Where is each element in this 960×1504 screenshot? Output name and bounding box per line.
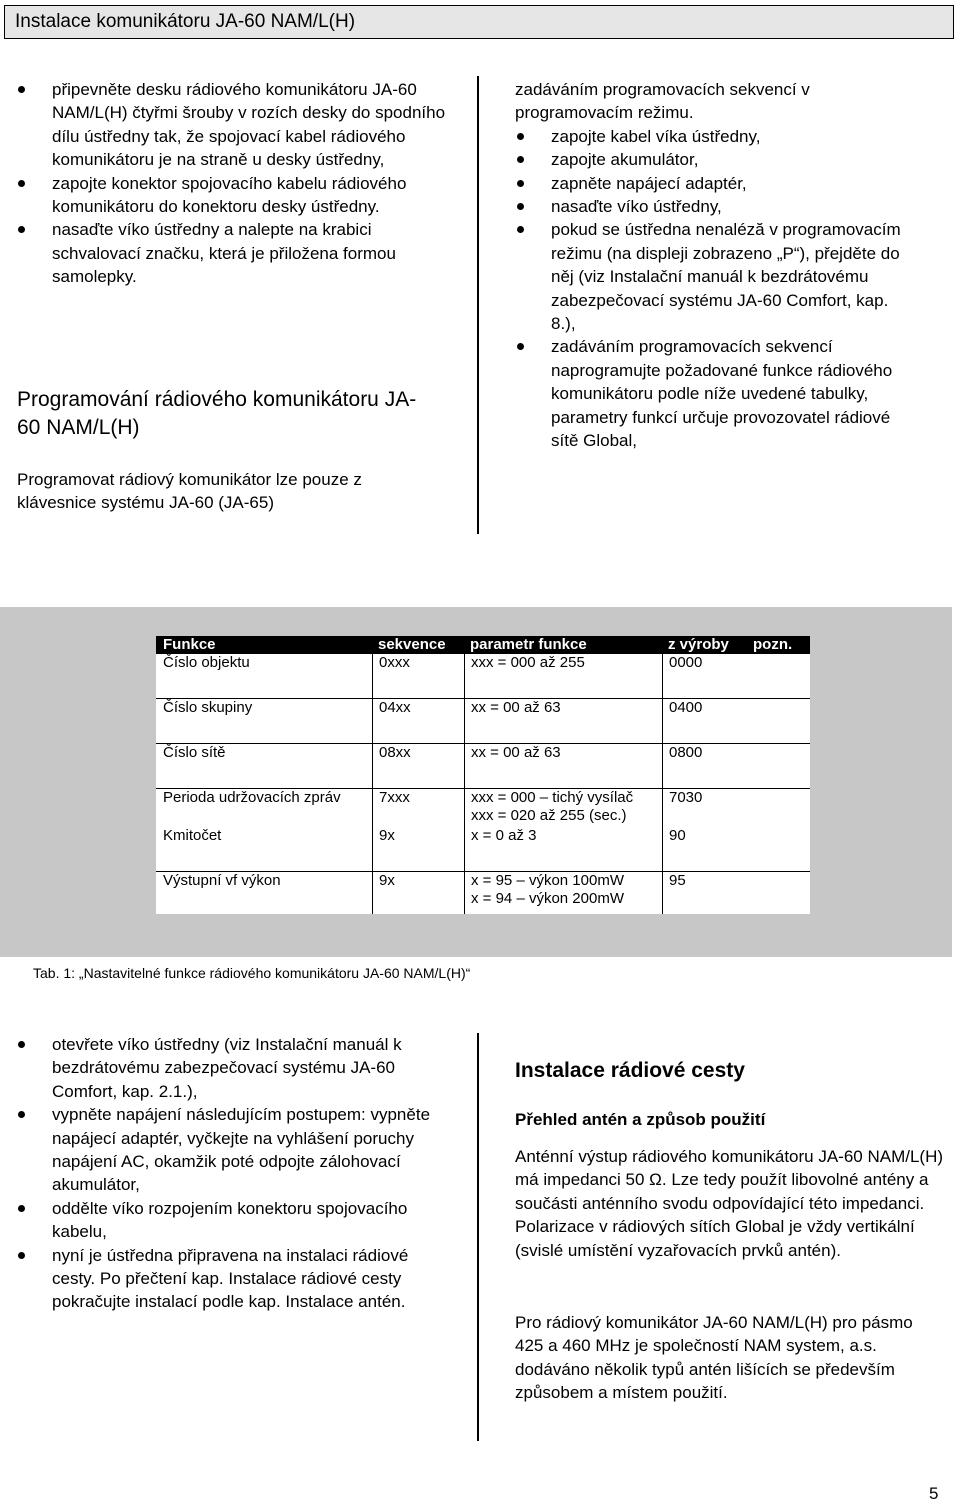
cell-funkce: Kmitočet <box>163 827 222 844</box>
bottom-left-column <box>52 1033 447 1314</box>
list-item: nasaďte víko ústředny a nalepte na krabici schvalovací značku, která je přiložena formou samolepky. <box>52 218 452 288</box>
cell-sekvence: 04xx <box>372 699 464 743</box>
cell-sekvence: 7xxx <box>372 789 464 827</box>
list-item: zapněte napájecí adaptér, <box>551 172 915 195</box>
cell-funkce: Číslo sítě <box>163 744 226 761</box>
list-item: připevněte desku rádiového komunikátoru JA-60 NAM/L(H) čtyřmi šrouby v rozích desky do spodního dílu ústředny tak, že spojovací kabel rádiového komunikátoru je na straně u desky ústředny, <box>52 78 452 172</box>
table-row <box>156 788 810 827</box>
programming-steps-list <box>551 125 915 453</box>
header-pozn: pozn. <box>753 636 793 653</box>
cell-z-vyroby: 0800 <box>662 744 748 788</box>
cell-parametr <box>464 699 662 743</box>
cell-sekvence: 0xxx <box>372 654 464 698</box>
column-divider <box>477 76 479 534</box>
table-row <box>156 698 810 743</box>
list-item: nyní je ústředna připravena na instalaci rádiové cesty. Po přečtení kap. Instalace rádiové cesty pokračujte instalací podle kap. Instalace antén. <box>52 1244 447 1314</box>
cell-funkce: Číslo skupiny <box>163 699 253 716</box>
antenna-paragraph: Anténní výstup rádiového komunikátoru JA-60 NAM/L(H) má impedanci 50 Ω. Lze tedy použít libovolné antény a součásti anténního svodu odpovídající této impedanci. Polarizace v rádiových sítích Global je vždy vertikální (svislé umístění vyzařovacích prvků antén). <box>515 1147 944 1260</box>
cell-funkce: Číslo objektu <box>163 654 250 671</box>
cell-parametr <box>464 789 662 827</box>
cell-sekvence: 08xx <box>372 744 464 788</box>
install-steps-list <box>52 78 452 289</box>
list-item: zapojte konektor spojovacího kabelu rádiového komunikátoru do konektoru desky ústředny. <box>52 172 452 219</box>
cell-z-vyroby: 0400 <box>662 699 748 743</box>
cell-parametr-line: xxx = 000 – tichý vysílač <box>471 789 634 806</box>
cell-parametr-line: xx = 00 až 63 <box>471 699 561 716</box>
power-steps-list <box>52 1033 447 1314</box>
cell-pozn <box>748 699 810 743</box>
programming-heading: Programování rádiového komunikátoru JA-60 NAM/L(H) <box>17 388 417 439</box>
cell-parametr-line: xxx = 020 až 255 (sec.) <box>471 807 627 824</box>
cell-funkce: Perioda udržovacích zpráv <box>163 789 341 806</box>
cell-pozn <box>748 872 810 914</box>
cell-pozn <box>748 654 810 698</box>
list-item: otevřete víko ústředny (viz Instalační manuál k bezdrátovému zabezpečovací systému JA-60 Comfort, kap. 2.1.), <box>52 1033 447 1103</box>
page-number: 5 <box>929 1484 939 1503</box>
header-parametr: parametr funkce <box>470 636 587 653</box>
cell-pozn <box>748 827 810 871</box>
table-row <box>156 654 810 698</box>
header-funkce: Funkce <box>163 636 216 653</box>
table-row <box>156 871 810 914</box>
table-caption: Tab. 1: „Nastavitelné funkce rádiového komunikátoru JA-60 NAM/L(H)“ <box>33 965 471 981</box>
list-item: oddělte víko rozpojením konektoru spojovacího kabelu, <box>52 1197 447 1244</box>
list-item: vypněte napájení následujícím postupem: vypněte napájecí adaptér, vyčkejte na vyhlášení poruchy napájení AC, okamžik poté odpojte zálohovací akumulátor, <box>52 1103 447 1197</box>
cell-z-vyroby: 0000 <box>662 654 748 698</box>
page-header <box>4 5 954 39</box>
table-row <box>156 743 810 788</box>
column-divider <box>477 1033 479 1441</box>
programming-intro: Programovat rádiový komunikátor lze pouze z klávesnice systému JA-60 (JA-65) <box>17 470 362 513</box>
cell-parametr-line: x = 0 až 3 <box>471 827 537 844</box>
cell-parametr <box>464 872 662 914</box>
cell-sekvence: 9x <box>372 827 464 871</box>
top-left-column <box>52 78 452 289</box>
cell-sekvence: 9x <box>372 872 464 914</box>
list-item: pokud se ústředna nenaléză v programovacím režimu (na displeji zobrazeno „P“), přejděte do něj (viz Instalační manuál k bezdrátovému zabezpečovací systému JA-60 Comfort, kap. 8.), <box>551 218 915 335</box>
cell-funkce: Výstupní vf výkon <box>163 872 281 889</box>
top-right-column <box>515 78 915 453</box>
cell-parametr <box>464 827 662 871</box>
header-title: Instalace komunikátoru JA-60 NAM/L(H) <box>15 11 356 32</box>
list-item: zadáváním programovacích sekvencí naprogramujte požadované funkce rádiového komunikátoru podle níže uvedené tabulky, parametry funkcí určuje provozovatel rádiové sítě Global, <box>551 335 915 452</box>
table-row <box>156 827 810 871</box>
cell-parametr-line: xxx = 000 až 255 <box>471 654 585 671</box>
subsection-heading: Přehled antén a způsob použití <box>515 1110 766 1129</box>
cell-parametr <box>464 654 662 698</box>
cell-pozn <box>748 744 810 788</box>
functions-table <box>156 636 810 914</box>
cell-z-vyroby: 90 <box>662 827 748 871</box>
cell-parametr-line: x = 94 – výkon 200mW <box>471 890 624 907</box>
list-item: nasaďte víko ústředny, <box>551 195 915 218</box>
programming-lead: zadáváním programovacích sekvencí v programovacím režimu. <box>515 80 810 123</box>
section-heading: Instalace rádiové cesty <box>515 1059 745 1082</box>
cell-z-vyroby: 7030 <box>662 789 748 827</box>
cell-z-vyroby: 95 <box>662 872 748 914</box>
cell-parametr-line: xx = 00 až 63 <box>471 744 561 761</box>
header-z-vyroby: z výroby <box>668 636 729 653</box>
cell-parametr-line: x = 95 – výkon 100mW <box>471 872 624 889</box>
list-item: zapojte kabel víka ústředny, <box>551 125 915 148</box>
list-item: zapojte akumulátor, <box>551 148 915 171</box>
cell-pozn <box>748 789 810 827</box>
antenna-paragraph-2: Pro rádiový komunikátor JA-60 NAM/L(H) pro pásmo 425 a 460 MHz je společností NAM system, a.s. dodáváno několik typů antén lišících se především způsobem a místem použití. <box>515 1313 913 1403</box>
table-header-row <box>156 636 810 654</box>
header-sekvence: sekvence <box>378 636 446 653</box>
cell-parametr <box>464 744 662 788</box>
